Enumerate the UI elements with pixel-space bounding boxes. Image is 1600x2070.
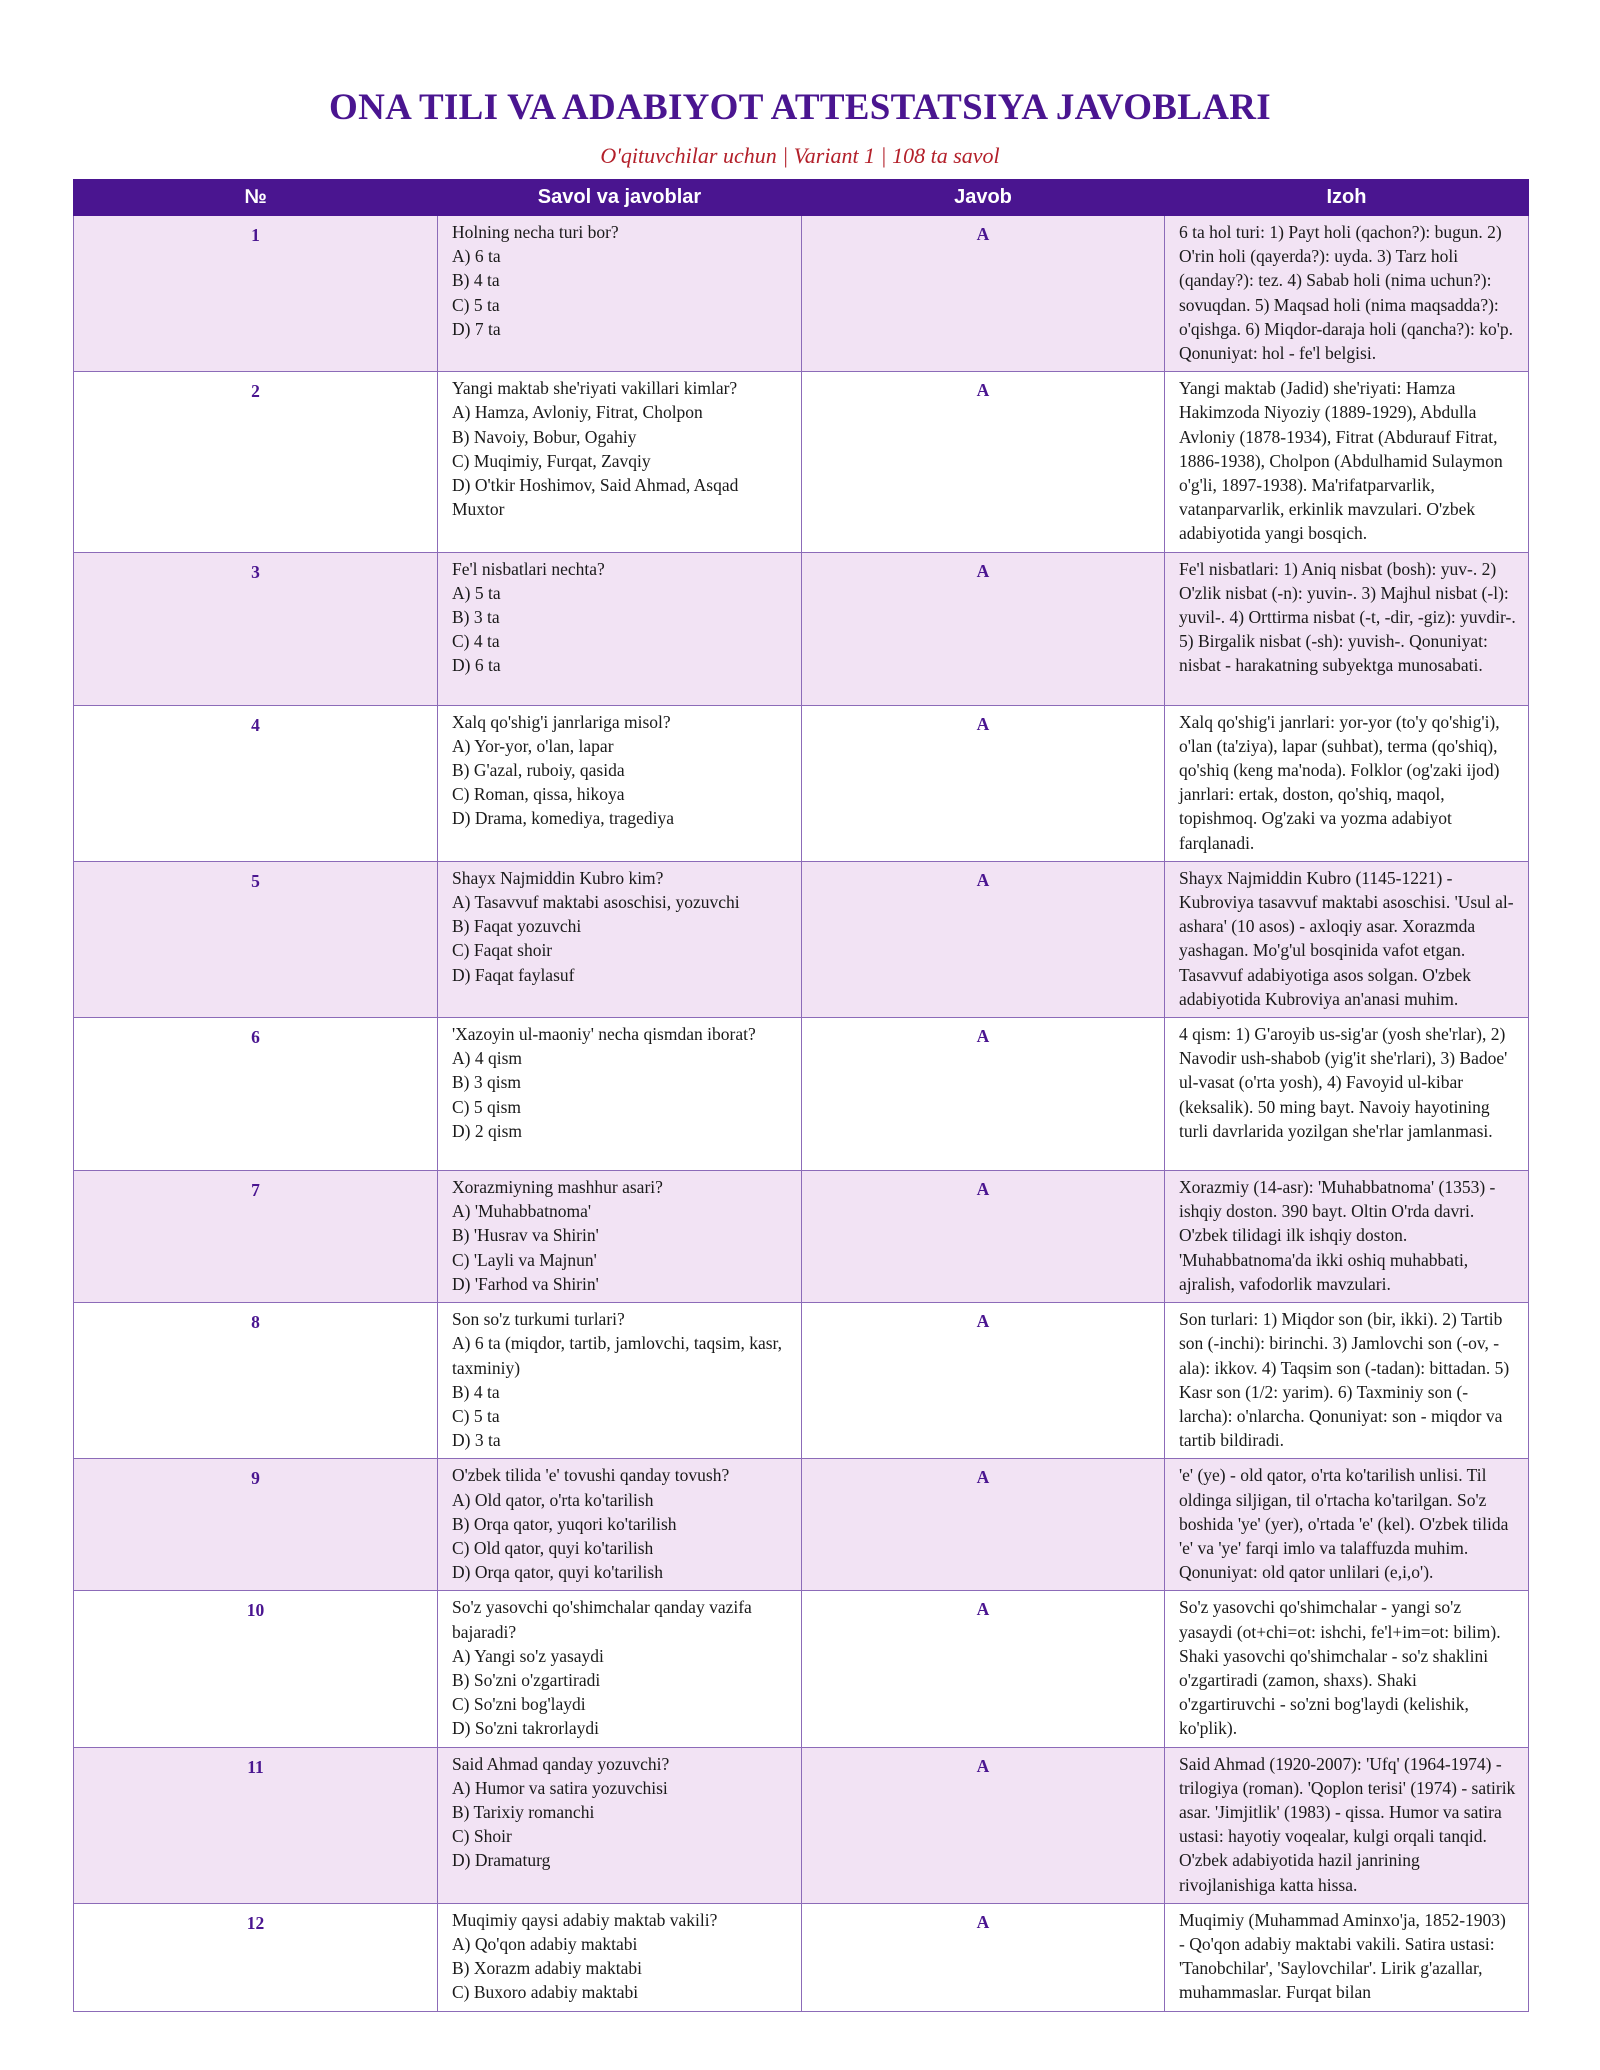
column-header-number: № [74, 180, 438, 216]
explanation-cell: Fe'l nisbatlari: 1) Aniq nisbat (bosh): yuv-. 2) O'zlik nisbat (-n): yuvin-. 3) Majhul nisbat (-l): yuvil-. 4) Orttirma nisbat (-t, -dir, -giz): yuvdir-. 5) Birgalik nisbat (-sh): yuvish-. Qonuniyat: nisbat - harakatning subyektga munosabati. [1165, 552, 1529, 705]
answer-option: A) Tasavvuf maktabi asoschisi, yozuvchi [452, 892, 740, 913]
answer-option: C) So'zni bog'laydi [452, 1694, 586, 1715]
answer-option: C) Faqat shoir [452, 940, 553, 961]
explanation-cell: 'e' (ye) - old qator, o'rta ko'tarilish unlisi. Til oldinga siljigan, til o'rtacha ko'tarilgan. So'z boshida 'ye' (yer), o'rtada 'e' (kel). O'zbek tilida 'e' va 'ye' farqi imlo va talaffuzda muhim. Qonuniyat: old qator unlilari (e,i,o'). [1165, 1459, 1529, 1591]
answer-option: B) Faqat yozuvchi [452, 916, 582, 937]
table-row [74, 1747, 1529, 1903]
question-number: 11 [74, 1747, 438, 1903]
question-number: 10 [74, 1591, 438, 1747]
explanation-cell: Muqimiy (Muhammad Aminxo'ja, 1852-1903) - Qo'qon adabiy maktabi vakili. Satira ustasi: 'Tanobchilar', 'Saylovchilar'. Lirik g'azallar, muhammaslar. Furqat bilan [1165, 1903, 1529, 2011]
question-cell [438, 216, 802, 372]
question-number: 5 [74, 861, 438, 1017]
explanation-cell: 4 qism: 1) G'aroyib us-sig'ar (yosh she'rlar), 2) Navodir ush-shabob (yig'it she'rlari), 3) Badoe' ul-vasat (o'rta yosh), 4) Favoyid ul-kibar (keksalik). 50 ming bayt. Navoiy hayotining turli davrlarida yozilgan she'rlar jamlanmasi. [1165, 1018, 1529, 1171]
answer-option: B) Xorazm adabiy maktabi [452, 1958, 643, 1979]
answer-option: A) 6 ta [452, 246, 501, 267]
question-cell [438, 1591, 802, 1747]
page-subtitle: O'qituvchilar uchun | Variant 1 | 108 ta savol [600, 143, 1000, 168]
explanation-cell: Xalq qo'shig'i janrlari: yor-yor (to'y qo'shig'i), o'lan (ta'ziya), lapar (suhbat), terma (qo'shiq), qo'shiq (keng ma'noda). Folklor (og'zaki ijod) janrlari: ertak, doston, qo'shiq, maqol, topishmoq. Og'zaki va yozma adabiyot farqlanadi. [1165, 705, 1529, 861]
answer-option: A) Old qator, o'rta ko'tarilish [452, 1489, 654, 1510]
question-number: 12 [74, 1903, 438, 2011]
answer-option: C) 5 qism [452, 1096, 522, 1117]
question-number: 7 [74, 1171, 438, 1303]
table-row [74, 1591, 1529, 1747]
answer-option: C) 4 ta [452, 631, 500, 652]
correct-answer: A [802, 1903, 1165, 2011]
question-text: Yangi maktab she'riyati vakillari kimlar? [452, 378, 738, 399]
answer-option: B) 3 ta [452, 607, 500, 628]
question-cell [438, 1459, 802, 1591]
answer-option: C) Muqimiy, Furqat, Zavqiy [452, 450, 651, 471]
answer-option: B) 3 qism [452, 1072, 522, 1093]
explanation-cell: So'z yasovchi qo'shimchalar - yangi so'z yasaydi (ot+chi=ot: ishchi, fe'l+im=ot: bilim). Shaki yasovchi qo'shimchalar - so'z shaklini o'zgartiradi (zamon, shaxs). Shaki o'zgartiruvchi - so'zni bog'laydi (kelishik, ko'plik). [1165, 1591, 1529, 1747]
correct-answer: A [802, 552, 1165, 705]
question-text: Shayx Najmiddin Kubro kim? [452, 867, 664, 888]
question-number: 2 [74, 372, 438, 552]
answer-option: B) Navoiy, Bobur, Ogahiy [452, 426, 637, 447]
answer-option: B) G'azal, ruboiy, qasida [452, 760, 625, 781]
question-cell [438, 705, 802, 861]
table-row [74, 552, 1529, 705]
question-text: Holning necha turi bor? [452, 222, 619, 242]
page-title: ONA TILI VA ADABIYOT ATTESTATSIYA JAVOBLARI [328, 87, 1271, 128]
question-text: 'Xazoyin ul-maoniy' necha qismdan iborat? [452, 1024, 756, 1045]
correct-answer: A [802, 1303, 1165, 1459]
correct-answer: A [802, 216, 1165, 372]
answer-option: A) Qo'qon adabiy maktabi [452, 1933, 638, 1954]
explanation-cell: 6 ta hol turi: 1) Payt holi (qachon?): bugun. 2) O'rin holi (qayerda?): uyda. 3) Tarz holi (qanday?): tez. 4) Sabab holi (nima uchun?): sovuqdan. 5) Maqsad holi (nima maqsadda?): o'qishga. 6) Miqdor-daraja holi (qancha?): ko'p. Qonuniyat: hol - fe'l belgisi. [1165, 216, 1529, 372]
table-row [74, 372, 1529, 552]
table-row [74, 1018, 1529, 1171]
explanation-cell: Yangi maktab (Jadid) she'riyati: Hamza Hakimzoda Niyoziy (1889-1929), Abdulla Avloniy (1878-1934), Fitrat (Abdurauf Fitrat, 1886-1938), Cholpon (Abdulhamid Sulaymon o'g'li, 1897-1938). Ma'rifatparvarlik, vatanparvarlik, erkinlik mavzulari. O'zbek adabiyotida yangi bosqich. [1165, 372, 1529, 552]
answer-option: A) 5 ta [452, 582, 501, 603]
answers-table [73, 179, 1529, 2012]
answer-option: A) 'Muhabbatnoma' [452, 1201, 591, 1222]
question-text: O'zbek tilida 'e' tovushi qanday tovush? [452, 1465, 730, 1486]
correct-answer: A [802, 705, 1165, 861]
table-row [74, 705, 1529, 861]
question-text: Xorazmiyning mashhur asari? [452, 1177, 663, 1198]
question-number: 4 [74, 705, 438, 861]
answer-option: A) Humor va satira yozuvchisi [452, 1777, 668, 1798]
correct-answer: A [802, 1747, 1165, 1903]
table-row [74, 861, 1529, 1017]
answer-option: A) 6 ta (miqdor, tartib, jamlovchi, taqsim, kasr, taxminiy) [452, 1333, 783, 1378]
answer-option: C) Old qator, quyi ko'tarilish [452, 1537, 654, 1558]
question-number: 9 [74, 1459, 438, 1591]
question-cell [438, 1303, 802, 1459]
answer-option: D) Faqat faylasuf [452, 964, 575, 985]
explanation-cell: Shayx Najmiddin Kubro (1145-1221) - Kubroviya tasavvuf maktabi asoschisi. 'Usul al-ashara' (10 asos) - axloqiy asar. Xorazmda yashagan. Mo'g'ul bosqinida vafot etgan. Tasavvuf adabiyotiga asos solgan. O'zbek adabiyotida Kubroviya an'anasi muhim. [1165, 861, 1529, 1017]
answer-option: A) Yor-yor, o'lan, lapar [452, 735, 614, 756]
answer-option: A) 4 qism [452, 1048, 522, 1069]
table-row [74, 1171, 1529, 1303]
question-cell [438, 1747, 802, 1903]
answer-option: D) 'Farhod va Shirin' [452, 1273, 599, 1294]
question-text: Son so'z turkumi turlari? [452, 1309, 625, 1330]
explanation-cell: Son turlari: 1) Miqdor son (bir, ikki). 2) Tartib son (-inchi): birinchi. 3) Jamlovchi son (-ov, -ala): ikkov. 4) Taqsim son (-tadan): bittadan. 5) Kasr son (1/2: yarim). 6) Taxminiy son (-larcha): o'nlarcha. Qonuniyat: son - miqdor va tartib bildiradi. [1165, 1303, 1529, 1459]
column-header-explanation: Izoh [1165, 180, 1529, 216]
answer-option: D) 2 qism [452, 1120, 522, 1141]
question-number: 8 [74, 1303, 438, 1459]
question-cell [438, 1903, 802, 2011]
correct-answer: A [802, 1018, 1165, 1171]
answer-option: D) 6 ta [452, 655, 501, 676]
table-body [74, 216, 1529, 2012]
table-row [74, 1903, 1529, 2011]
column-header-question: Savol va javoblar [438, 180, 802, 216]
table-row [74, 1459, 1529, 1591]
answer-option: C) 5 ta [452, 1405, 500, 1426]
question-text: So'z yasovchi qo'shimchalar qanday vazifa bajaradi? [452, 1597, 752, 1642]
question-number: 6 [74, 1018, 438, 1171]
answer-option: D) So'zni takrorlaydi [452, 1718, 600, 1739]
answer-option: C) Shoir [452, 1826, 512, 1847]
answer-option: D) Orqa qator, quyi ko'tarilish [452, 1562, 663, 1583]
answer-option: B) Orqa qator, yuqori ko'tarilish [452, 1513, 677, 1534]
answer-option: C) Roman, qissa, hikoya [452, 784, 625, 805]
answer-option: A) Hamza, Avloniy, Fitrat, Cholpon [452, 402, 703, 423]
table-row [74, 216, 1529, 372]
answer-option: C) 'Layli va Majnun' [452, 1249, 597, 1270]
question-cell [438, 372, 802, 552]
correct-answer: A [802, 372, 1165, 552]
answer-option: B) 4 ta [452, 1381, 500, 1402]
answer-option: A) Yangi so'z yasaydi [452, 1645, 604, 1666]
table-row [74, 1303, 1529, 1459]
question-text: Xalq qo'shig'i janrlariga misol? [452, 711, 671, 732]
column-header-answer: Javob [802, 180, 1165, 216]
answer-option: B) 'Husrav va Shirin' [452, 1225, 599, 1246]
correct-answer: A [802, 1459, 1165, 1591]
explanation-cell: Said Ahmad (1920-2007): 'Ufq' (1964-1974) - trilogiya (roman). 'Qoplon terisi' (1974) - satirik asar. 'Jimjitlik' (1983) - qissa. Humor va satira ustasi: hayotiy voqealar, kulgi orqali tanqid. O'zbek adabiyotida hazil janrining rivojlanishiga katta hissa. [1165, 1747, 1529, 1903]
correct-answer: A [802, 1591, 1165, 1747]
question-number: 1 [74, 216, 438, 372]
answer-option: D) 7 ta [452, 318, 501, 339]
answer-option: C) Buxoro adabiy maktabi [452, 1982, 639, 2003]
answer-option: D) O'tkir Hoshimov, Said Ahmad, Asqad Muxtor [452, 475, 739, 520]
explanation-cell: Xorazmiy (14-asr): 'Muhabbatnoma' (1353) - ishqiy doston. 390 bayt. Oltin O'rda davri. O'zbek tilidagi ilk ishqiy doston. 'Muhabbatnoma'da ikki oshiq muhabbati, ajralish, vafodorlik mavzulari. [1165, 1171, 1529, 1303]
question-text: Fe'l nisbatlari nechta? [452, 558, 605, 579]
answer-option: D) Dramaturg [452, 1850, 551, 1871]
correct-answer: A [802, 861, 1165, 1017]
answer-option: B) 4 ta [452, 270, 500, 291]
question-text: Muqimiy qaysi adabiy maktab vakili? [452, 1909, 718, 1930]
answer-option: B) So'zni o'zgartiradi [452, 1669, 601, 1690]
answer-option: B) Tarixiy romanchi [452, 1801, 595, 1822]
question-text: Said Ahmad qanday yozuvchi? [452, 1753, 670, 1774]
question-cell [438, 1171, 802, 1303]
question-cell [438, 1018, 802, 1171]
answer-option: C) 5 ta [452, 294, 500, 315]
question-cell [438, 552, 802, 705]
question-number: 3 [74, 552, 438, 705]
table-header-row [74, 180, 1529, 216]
answer-option: D) 3 ta [452, 1430, 501, 1451]
answer-option: D) Drama, komediya, tragediya [452, 808, 675, 829]
question-cell [438, 861, 802, 1017]
correct-answer: A [802, 1171, 1165, 1303]
